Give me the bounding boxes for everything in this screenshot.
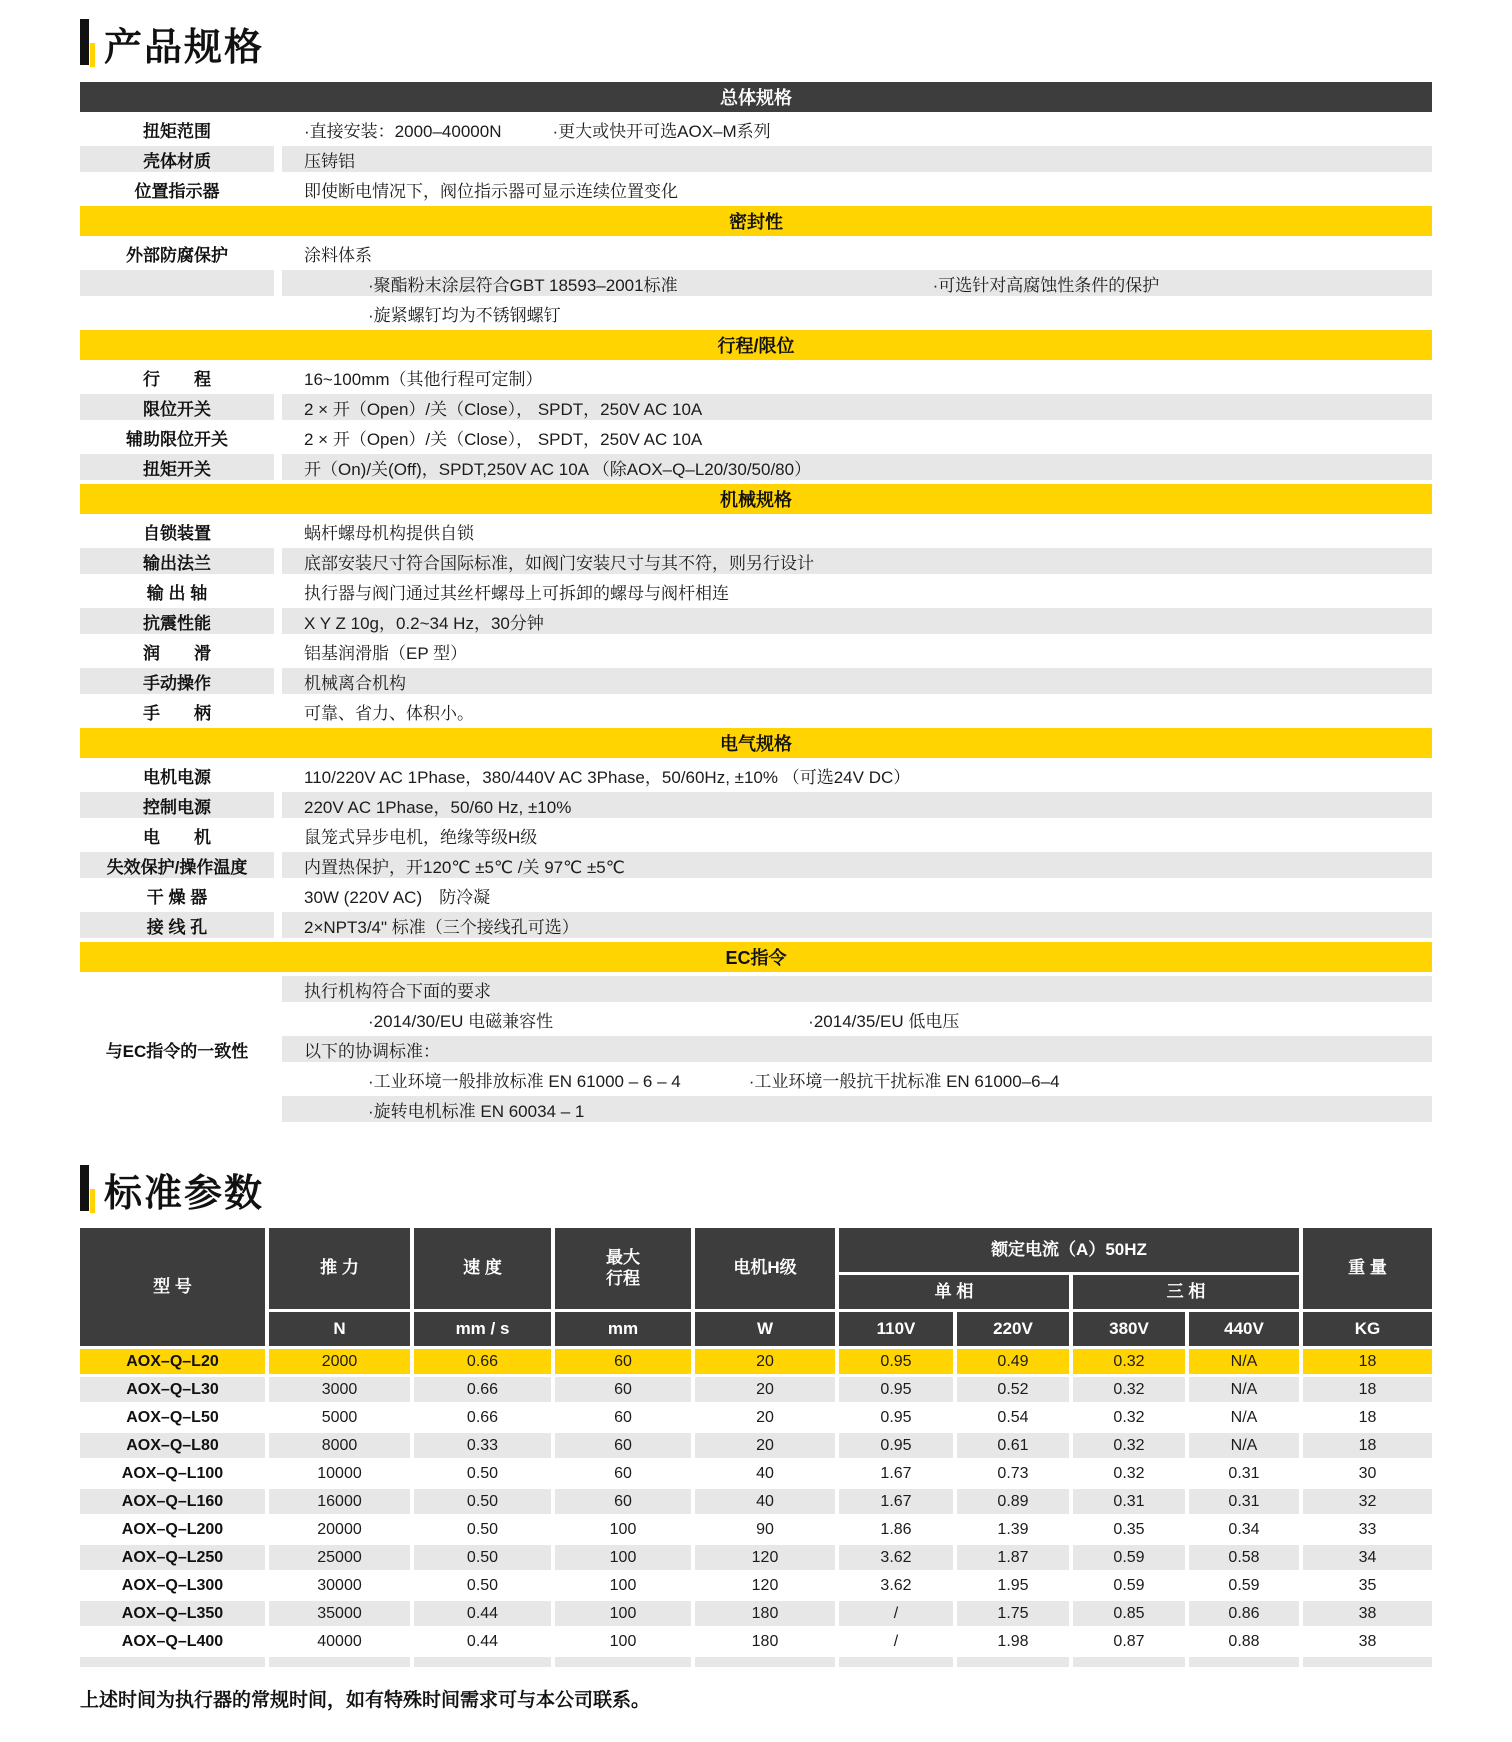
param-value-cell: 100 [555,1601,691,1626]
param-value-cell: 120 [695,1573,835,1598]
spec-row-value: 220V AC 1Phase，50/60 Hz, ±10% [282,792,1432,818]
param-header-phase-three: 三 相 [1073,1275,1299,1309]
spec-section-header: 密封性 [80,206,1432,236]
param-value-cell: N/A [1189,1377,1299,1402]
param-value-cell: 1.98 [957,1629,1069,1654]
param-header-col: 推 力 [269,1228,410,1309]
param-value-cell: 0.32 [1073,1349,1185,1374]
param-model-cell: AOX–Q–L50 [80,1405,265,1430]
spec-row-label: 输 出 轴 [146,583,208,603]
spec-row-value: ·直接安装：2000–40000N ·更大或快开可选AOX–M系列 [304,121,771,141]
param-empty-cell [555,1657,691,1667]
param-header-volt: 380V [1073,1312,1185,1346]
param-header-unit: mm / s [414,1312,551,1346]
param-model-cell: AOX–Q–L30 [80,1377,265,1402]
param-value-cell: 0.31 [1189,1461,1299,1486]
spec-row-value: 鼠笼式异步电机，绝缘等级H级 [304,827,538,847]
param-model-cell: AOX–Q–L200 [80,1517,265,1542]
spec-row-value: ·旋转电机标准 EN 60034 – 1 [282,1096,1432,1122]
param-value-cell: 0.95 [839,1349,953,1374]
spec-row-value: 蜗杆螺母机构提供自锁 [304,523,474,543]
param-value-cell: 18 [1303,1377,1432,1402]
param-value-cell: 100 [555,1629,691,1654]
spec-row-label: 输出法兰 [80,548,274,574]
spec-row-label: 电 机 [143,827,211,847]
param-value-cell: 20 [695,1377,835,1402]
spec-section-header: 电气规格 [80,728,1432,758]
param-value-cell: / [839,1629,953,1654]
param-value-cell: 0.34 [1189,1517,1299,1542]
param-value-cell: 1.67 [839,1489,953,1514]
param-model-cell: AOX–Q–L20 [80,1349,265,1374]
param-model-cell: AOX–Q–L250 [80,1545,265,1570]
param-value-cell: 1.86 [839,1517,953,1542]
param-value-cell: 3.62 [839,1545,953,1570]
param-value-cell: 0.54 [957,1405,1069,1430]
param-value-cell: 60 [555,1377,691,1402]
param-model-cell: AOX–Q–L400 [80,1629,265,1654]
param-empty-cell [414,1657,551,1667]
spec-row-label [80,270,274,296]
param-value-cell: 180 [695,1601,835,1626]
param-value-cell: 16000 [269,1489,410,1514]
spec-row-label: 扭矩范围 [143,121,211,141]
param-value-cell: 0.32 [1073,1377,1185,1402]
spec-row-label: 抗震性能 [80,608,274,634]
footnote: 上述时间为执行器的常规时间，如有特殊时间需求可与本公司联系。 [80,1690,651,1711]
spec-row-value: 压铸铝 [282,146,1432,172]
param-value-cell: N/A [1189,1433,1299,1458]
param-value-cell: 0.89 [957,1489,1069,1514]
title-marker-yellow-bar [90,43,95,67]
param-header-col: 电机H级 [695,1228,835,1309]
param-value-cell: 33 [1303,1517,1432,1542]
param-value-cell: 2000 [269,1349,410,1374]
param-model-cell: AOX–Q–L80 [80,1433,265,1458]
param-value-cell: 18 [1303,1433,1432,1458]
spec-row-value: 即使断电情况下，阀位指示器可显示连续位置变化 [304,181,678,201]
param-value-cell: 0.50 [414,1489,551,1514]
param-value-cell: 0.88 [1189,1629,1299,1654]
param-value-cell: 38 [1303,1601,1432,1626]
param-value-cell: 0.58 [1189,1545,1299,1570]
param-header-weight: 重 量 [1303,1228,1432,1309]
param-value-cell: 60 [555,1349,691,1374]
param-value-cell: / [839,1601,953,1626]
param-value-cell: 18 [1303,1405,1432,1430]
param-value-cell: 90 [695,1517,835,1542]
param-model-cell: AOX–Q–L300 [80,1573,265,1598]
param-header-weight-unit: KG [1303,1312,1432,1346]
standard-params-title-block [80,1164,1432,1214]
spec-row-label: 干 燥 器 [146,887,208,907]
param-value-cell: 0.73 [957,1461,1069,1486]
spec-row-label: 接 线 孔 [80,912,274,938]
spec-row-value: 执行器与阀门通过其丝杆螺母上可拆卸的螺母与阀杆相连 [304,583,729,603]
spec-section-header: 机械规格 [80,484,1432,514]
spec-row-label: 电机电源 [143,767,211,787]
param-value-cell: 0.32 [1073,1405,1185,1430]
page-title-products: 产品规格 [104,26,265,69]
param-value-cell: 35 [1303,1573,1432,1598]
spec-row-value: 可靠、省力、体积小。 [304,703,474,723]
param-value-cell: 0.50 [414,1545,551,1570]
spec-row-value: 执行机构符合下面的要求 [282,976,1432,1002]
param-value-cell: 0.52 [957,1377,1069,1402]
param-header-volt: 220V [957,1312,1069,1346]
param-value-cell: 40 [695,1489,835,1514]
param-value-cell: 38 [1303,1629,1432,1654]
param-empty-cell [1073,1657,1185,1667]
param-value-cell: 60 [555,1433,691,1458]
param-value-cell: 0.86 [1189,1601,1299,1626]
spec-section-header: 行程/限位 [80,330,1432,360]
param-empty-cell [957,1657,1069,1667]
spec-row-value: 底部安装尺寸符合国际标准，如阀门安装尺寸与其不符，则另行设计 [282,548,1432,574]
spec-row-value: 110/220V AC 1Phase，380/440V AC 3Phase，50/60Hz, ±10% （可选24V DC） [304,767,911,787]
param-value-cell: 0.85 [1073,1601,1185,1626]
param-value-cell: 0.66 [414,1349,551,1374]
param-empty-cell [80,1657,265,1667]
title-marker-icon [80,19,98,67]
param-value-cell: 0.59 [1073,1573,1185,1598]
param-value-cell: 5000 [269,1405,410,1430]
title-marker-yellow-bar [90,1189,95,1213]
spec-row-value: 开（On)/关(Off)，SPDT,250V AC 10A （除AOX–Q–L20/30/50/80） [282,454,1432,480]
spec-row-value: 机械离合机构 [282,668,1432,694]
spec-section-header: EC指令 [80,942,1432,972]
param-value-cell: 0.33 [414,1433,551,1458]
param-value-cell: 0.61 [957,1433,1069,1458]
spec-row-label: 手 柄 [143,703,211,723]
param-empty-cell [269,1657,410,1667]
spec-group-label: 与EC指令的一致性 [80,976,274,1122]
spec-row-value: ·2014/30/EU 电磁兼容性 ·2014/35/EU 低电压 [368,1011,960,1031]
param-empty-cell [695,1657,835,1667]
param-value-cell: 0.31 [1073,1489,1185,1514]
spec-row-value: 30W (220V AC) 防冷凝 [304,887,491,907]
spec-row-value: 16~100mm（其他行程可定制） [304,369,543,389]
param-header-unit: W [695,1312,835,1346]
spec-row-value: ·工业环境一般排放标准 EN 61000 – 6 – 4 ·工业环境一般抗干扰标准 EN 61000–6–4 [368,1071,1060,1091]
header-line: 行程 [606,1268,640,1288]
param-value-cell: 1.75 [957,1601,1069,1626]
param-value-cell: 0.87 [1073,1629,1185,1654]
param-value-cell: 35000 [269,1601,410,1626]
param-model-cell: AOX–Q–L160 [80,1489,265,1514]
param-header-col: 速 度 [414,1228,551,1309]
param-value-cell: 34 [1303,1545,1432,1570]
spec-section-header: 总体规格 [80,82,1432,112]
param-value-cell: 40 [695,1461,835,1486]
param-value-cell: 0.50 [414,1461,551,1486]
param-header-current-group: 额定电流（A）50HZ [839,1228,1299,1272]
param-header-unit: N [269,1312,410,1346]
param-header-unit: mm [555,1312,691,1346]
spec-row-label: 自锁装置 [143,523,211,543]
spec-row-value: X Y Z 10g，0.2~34 Hz，30分钟 [282,608,1432,634]
param-value-cell: 20 [695,1349,835,1374]
param-value-cell: 30 [1303,1461,1432,1486]
param-header-col [555,1228,691,1309]
param-value-cell: 0.44 [414,1629,551,1654]
param-value-cell: 0.59 [1189,1573,1299,1598]
param-value-cell: 0.50 [414,1573,551,1598]
param-value-cell: 8000 [269,1433,410,1458]
header-line: 最大 [606,1248,640,1268]
param-value-cell: 20000 [269,1517,410,1542]
param-value-cell: 0.32 [1073,1461,1185,1486]
spec-row-value: 2×NPT3/4" 标准（三个接线孔可选） [282,912,1432,938]
spec-row-label: 辅助限位开关 [126,429,228,449]
spec-row-label: 润 滑 [143,643,211,663]
param-value-cell: 20 [695,1433,835,1458]
param-header-volt: 440V [1189,1312,1299,1346]
param-value-cell: 180 [695,1629,835,1654]
param-header-volt: 110V [839,1312,953,1346]
title-marker-icon [80,1165,98,1213]
param-value-cell: 100 [555,1517,691,1542]
param-value-cell: 60 [555,1461,691,1486]
spec-row-label: 扭矩开关 [80,454,274,480]
spec-row-value: 铝基润滑脂（EP 型） [304,643,468,663]
product-spec-title-block [80,18,1432,68]
spec-row-label: 行 程 [143,369,211,389]
spec-row-label [80,300,274,326]
page-title-params: 标准参数 [104,1172,265,1215]
param-value-cell: 60 [555,1489,691,1514]
param-value-cell: 0.95 [839,1405,953,1430]
param-value-cell: 3.62 [839,1573,953,1598]
param-value-cell: 25000 [269,1545,410,1570]
param-value-cell: 0.32 [1073,1433,1185,1458]
param-value-cell: 100 [555,1545,691,1570]
param-value-cell: 30000 [269,1573,410,1598]
param-value-cell: N/A [1189,1349,1299,1374]
param-value-cell: 120 [695,1545,835,1570]
param-value-cell: 18 [1303,1349,1432,1374]
spec-row-label: 控制电源 [80,792,274,818]
param-value-cell: 0.49 [957,1349,1069,1374]
param-empty-cell [1303,1657,1432,1667]
param-value-cell: 32 [1303,1489,1432,1514]
param-value-cell: 10000 [269,1461,410,1486]
param-value-cell: 60 [555,1405,691,1430]
param-value-cell: 3000 [269,1377,410,1402]
spec-row-value: ·聚酯粉末涂层符合GBT 18593–2001标准 ·可选针对高腐蚀性条件的保护 [282,270,1432,296]
spec-row-label: 外部防腐保护 [126,245,228,265]
param-value-cell: 1.95 [957,1573,1069,1598]
spec-row-value: 2 × 开（Open）/关（Close）， SPDT，250V AC 10A [282,394,1432,420]
param-value-cell: 100 [555,1573,691,1598]
param-value-cell: 0.95 [839,1433,953,1458]
param-value-cell: 0.95 [839,1377,953,1402]
spec-row-value: ·旋紧螺钉均为不锈钢螺钉 [368,305,561,325]
param-value-cell: 40000 [269,1629,410,1654]
param-model-cell: AOX–Q–L350 [80,1601,265,1626]
spec-row-label: 壳体材质 [80,146,274,172]
param-header-model: 型 号 [80,1228,265,1346]
param-model-cell: AOX–Q–L100 [80,1461,265,1486]
param-value-cell: 0.66 [414,1405,551,1430]
param-value-cell: N/A [1189,1405,1299,1430]
spec-row-value: 以下的协调标准： [282,1036,1432,1062]
param-header-phase-single: 单 相 [839,1275,1069,1309]
param-value-cell: 0.31 [1189,1489,1299,1514]
param-value-cell: 0.66 [414,1377,551,1402]
param-value-cell: 1.87 [957,1545,1069,1570]
param-value-cell: 1.39 [957,1517,1069,1542]
param-empty-cell [839,1657,953,1667]
param-empty-cell [1189,1657,1299,1667]
param-value-cell: 20 [695,1405,835,1430]
param-value-cell: 0.35 [1073,1517,1185,1542]
spec-row-label: 位置指示器 [134,181,220,201]
param-value-cell: 0.50 [414,1517,551,1542]
spec-row-value: 涂料体系 [304,245,372,265]
spec-row-label: 失效保护/操作温度 [80,852,274,878]
spec-row-label: 手动操作 [80,668,274,694]
param-value-cell: 1.67 [839,1461,953,1486]
title-marker-black-bar [80,1165,89,1211]
standard-params-table [80,1228,1432,1667]
spec-row-value: 内置热保护，开120℃ ±5℃ /关 97℃ ±5℃ [282,852,1432,878]
param-value-cell: 0.59 [1073,1545,1185,1570]
title-marker-black-bar [80,19,89,65]
product-spec-table [80,82,1432,1122]
param-value-cell: 0.44 [414,1601,551,1626]
spec-row-value: 2 × 开（Open）/关（Close）， SPDT，250V AC 10A [304,429,703,449]
spec-row-label: 限位开关 [80,394,274,420]
